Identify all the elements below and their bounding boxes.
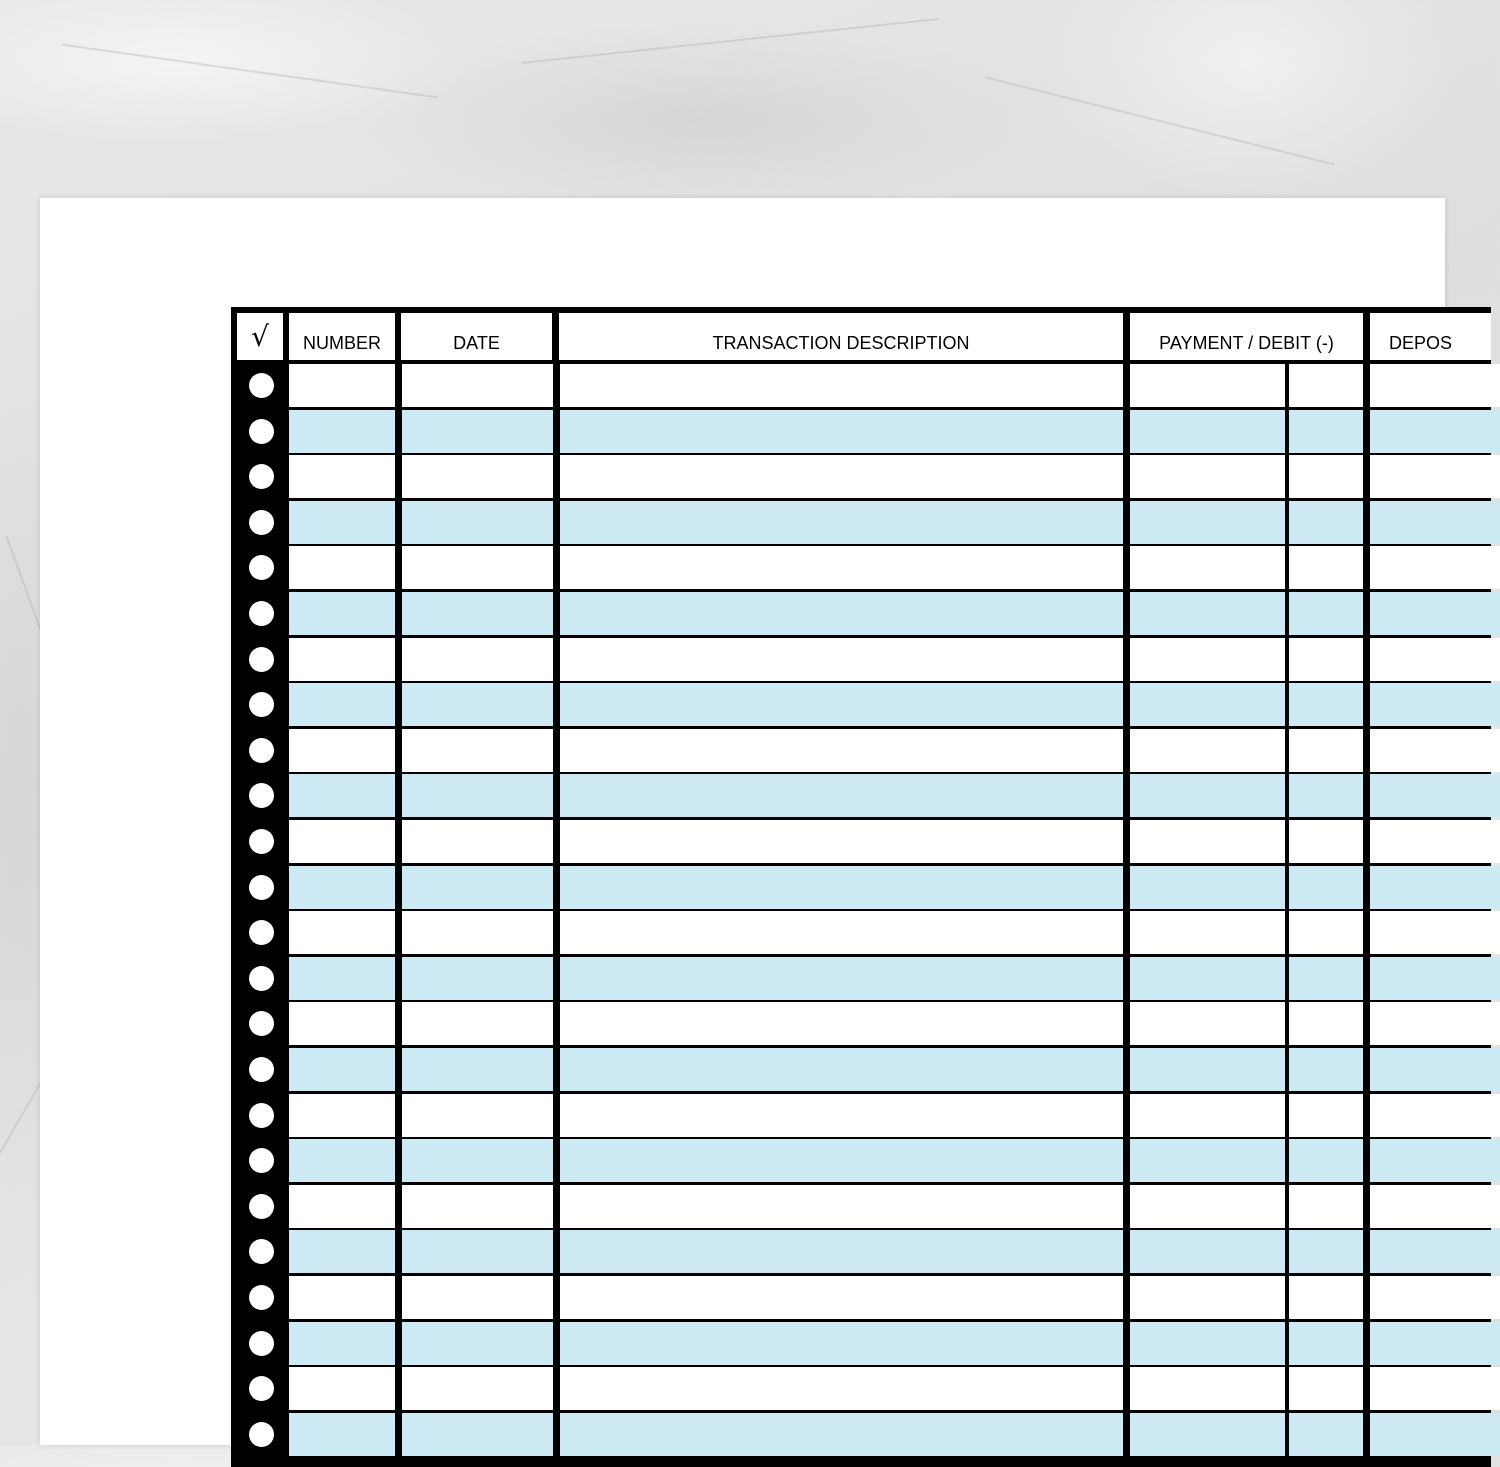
table-row [289,866,1491,909]
cell-description[interactable] [560,1139,1123,1182]
cell-payment-dollars[interactable] [1130,410,1285,453]
cell-deposit[interactable] [1370,1322,1500,1365]
punch-hole [249,829,274,854]
cell-number[interactable] [289,1413,395,1456]
cell-deposit[interactable] [1370,957,1500,1000]
cell-date[interactable] [402,1322,553,1365]
table-row [289,410,1491,453]
cell-payment-cents[interactable] [1289,911,1363,954]
cell-number[interactable] [289,1322,395,1365]
cell-payment-dollars[interactable] [1130,1185,1285,1228]
cell-payment-dollars[interactable] [1130,957,1285,1000]
table-row [289,364,1491,407]
cell-description[interactable] [560,410,1123,453]
cell-description[interactable] [560,1185,1123,1228]
cell-date[interactable] [402,729,553,772]
marble-vein [521,18,939,64]
cell-number[interactable] [289,729,395,772]
cell-description[interactable] [560,1413,1123,1456]
cell-payment-cents[interactable] [1289,729,1363,772]
checkmark-icon: √ [251,320,269,353]
table-row [289,911,1491,954]
cell-payment-dollars[interactable] [1130,1002,1285,1045]
cell-payment-dollars[interactable] [1130,1413,1285,1456]
cell-deposit[interactable] [1370,1367,1500,1410]
cell-date[interactable] [402,364,553,407]
cell-payment-cents[interactable] [1289,1139,1363,1182]
cell-date[interactable] [402,1048,553,1091]
cell-number[interactable] [289,820,395,863]
punch-hole [249,510,274,535]
cell-date[interactable] [402,866,553,909]
cell-payment-cents[interactable] [1289,1048,1363,1091]
table-row [289,1322,1491,1365]
punch-hole [249,1285,274,1310]
cell-deposit[interactable] [1370,683,1500,726]
cell-payment-cents[interactable] [1289,1185,1363,1228]
column-header-description: TRANSACTION DESCRIPTION [559,313,1123,360]
cell-payment-dollars[interactable] [1130,1139,1285,1182]
punch-hole [249,1239,274,1264]
cell-date[interactable] [402,501,553,544]
cell-description[interactable] [560,957,1123,1000]
cell-deposit[interactable] [1370,501,1500,544]
cell-description[interactable] [560,501,1123,544]
cell-date[interactable] [402,820,553,863]
punch-hole [249,920,274,945]
cell-payment-cents[interactable] [1289,1322,1363,1365]
column-header-payment-debit: PAYMENT / DEBIT (-) [1130,313,1363,360]
cell-number[interactable] [289,1367,395,1410]
cell-deposit[interactable] [1370,1276,1500,1319]
cell-payment-dollars[interactable] [1130,729,1285,772]
cell-payment-dollars[interactable] [1130,455,1285,498]
punch-hole [249,373,274,398]
table-row [289,1139,1491,1182]
table-row [289,1048,1491,1091]
punch-hole [249,1376,274,1401]
column-header-number: NUMBER [289,313,395,360]
cell-deposit[interactable] [1370,364,1500,407]
cell-payment-dollars[interactable] [1130,1230,1285,1273]
table-row [289,1094,1491,1137]
punch-hole [249,464,274,489]
table-row [289,1002,1491,1045]
cell-number[interactable] [289,1230,395,1273]
cell-payment-cents[interactable] [1289,1094,1363,1137]
cell-payment-cents[interactable] [1289,866,1363,909]
cell-payment-cents[interactable] [1289,1367,1363,1410]
cell-deposit[interactable] [1370,1002,1500,1045]
table-row [289,683,1491,726]
cell-description[interactable] [560,1002,1123,1045]
cell-deposit[interactable] [1370,1230,1500,1273]
cell-description[interactable] [560,683,1123,726]
cell-deposit[interactable] [1370,729,1500,772]
cell-deposit[interactable] [1370,1094,1500,1137]
cell-payment-cents[interactable] [1289,501,1363,544]
marble-vein [62,44,439,99]
cell-number[interactable] [289,1276,395,1319]
cell-date[interactable] [402,1276,553,1319]
cell-description[interactable] [560,774,1123,817]
cell-payment-cents[interactable] [1289,1230,1363,1273]
cell-payment-dollars[interactable] [1130,638,1285,681]
punch-hole [249,738,274,763]
punch-hole [249,1011,274,1036]
cell-description[interactable] [560,866,1123,909]
cell-number[interactable] [289,1094,395,1137]
cell-number[interactable] [289,1139,395,1182]
cell-number[interactable] [289,638,395,681]
cell-number[interactable] [289,866,395,909]
table-row [289,638,1491,681]
cell-payment-dollars[interactable] [1130,820,1285,863]
cell-payment-dollars[interactable] [1130,1322,1285,1365]
column-header-date: DATE [401,313,552,360]
table-row [289,1413,1491,1456]
cell-description[interactable] [560,1322,1123,1365]
table-row [289,501,1491,544]
cell-number[interactable] [289,501,395,544]
cell-payment-cents[interactable] [1289,455,1363,498]
cell-description[interactable] [560,911,1123,954]
cell-date[interactable] [402,774,553,817]
cell-description[interactable] [560,820,1123,863]
cell-deposit[interactable] [1370,410,1500,453]
cell-description[interactable] [560,1048,1123,1091]
cell-deposit[interactable] [1370,911,1500,954]
cell-description[interactable] [560,1367,1123,1410]
table-row [289,546,1491,589]
cell-description[interactable] [560,546,1123,589]
punch-hole [249,419,274,444]
punch-hole [249,692,274,717]
cell-description[interactable] [560,364,1123,407]
cell-number[interactable] [289,1048,395,1091]
cell-number[interactable] [289,1002,395,1045]
table-row [289,820,1491,863]
cell-payment-dollars[interactable] [1130,1094,1285,1137]
cell-date[interactable] [402,957,553,1000]
punch-hole [249,783,274,808]
cell-date[interactable] [402,1230,553,1273]
table-row [289,774,1491,817]
cell-number[interactable] [289,455,395,498]
cell-payment-cents[interactable] [1289,1276,1363,1319]
table-row [289,455,1491,498]
cell-date[interactable] [402,1413,553,1456]
cell-deposit[interactable] [1370,820,1500,863]
cell-description[interactable] [560,592,1123,635]
cell-deposit[interactable] [1370,546,1500,589]
check-register-table [231,307,1491,1467]
cell-number[interactable] [289,957,395,1000]
punch-hole [249,1057,274,1082]
cell-deposit[interactable] [1370,592,1500,635]
punch-hole [249,1422,274,1447]
table-row [289,1230,1491,1273]
cell-date[interactable] [402,638,553,681]
cell-date[interactable] [402,455,553,498]
cell-payment-cents[interactable] [1289,364,1363,407]
cell-deposit[interactable] [1370,1413,1500,1456]
cell-payment-dollars[interactable] [1130,364,1285,407]
cell-number[interactable] [289,911,395,954]
cell-payment-dollars[interactable] [1130,501,1285,544]
cell-number[interactable] [289,683,395,726]
cell-number[interactable] [289,592,395,635]
cell-description[interactable] [560,1094,1123,1137]
marble-vein [985,76,1335,165]
cell-payment-dollars[interactable] [1130,911,1285,954]
cell-payment-dollars[interactable] [1130,683,1285,726]
punch-hole [249,875,274,900]
cell-deposit[interactable] [1370,455,1500,498]
punch-hole [249,601,274,626]
cell-date[interactable] [402,1002,553,1045]
cell-date[interactable] [402,911,553,954]
cell-payment-dollars[interactable] [1130,774,1285,817]
cell-payment-cents[interactable] [1289,683,1363,726]
table-row [289,957,1491,1000]
table-row [289,1367,1491,1410]
cell-payment-dollars[interactable] [1130,1276,1285,1319]
cell-deposit[interactable] [1370,638,1500,681]
cell-date[interactable] [402,546,553,589]
cell-number[interactable] [289,1185,395,1228]
cell-description[interactable] [560,455,1123,498]
punch-hole [249,1148,274,1173]
cell-date[interactable] [402,410,553,453]
punch-hole [249,1331,274,1356]
cell-payment-cents[interactable] [1289,1002,1363,1045]
punch-hole [249,1194,274,1219]
table-row [289,592,1491,635]
cell-payment-cents[interactable] [1289,638,1363,681]
cleared-check-header [237,313,283,360]
cell-number[interactable] [289,774,395,817]
cell-date[interactable] [402,1185,553,1228]
table-row [289,1185,1491,1228]
cell-payment-cents[interactable] [1289,592,1363,635]
cell-date[interactable] [402,683,553,726]
cell-deposit[interactable] [1370,1185,1500,1228]
table-row [289,1276,1491,1319]
cell-payment-dollars[interactable] [1130,592,1285,635]
cell-number[interactable] [289,546,395,589]
cell-payment-cents[interactable] [1289,820,1363,863]
cell-payment-dollars[interactable] [1130,546,1285,589]
cell-description[interactable] [560,638,1123,681]
cell-number[interactable] [289,410,395,453]
cell-date[interactable] [402,592,553,635]
cell-description[interactable] [560,1230,1123,1273]
cell-number[interactable] [289,364,395,407]
cell-date[interactable] [402,1094,553,1137]
cell-payment-dollars[interactable] [1130,1048,1285,1091]
cell-date[interactable] [402,1367,553,1410]
cell-payment-dollars[interactable] [1130,866,1285,909]
cell-date[interactable] [402,1139,553,1182]
column-header-deposit: DEPOS [1370,313,1491,360]
punch-hole [249,555,274,580]
table-row [289,729,1491,772]
punch-hole [249,647,274,672]
punch-hole [249,1103,274,1128]
cell-description[interactable] [560,729,1123,772]
cell-deposit[interactable] [1370,774,1500,817]
punch-hole [249,966,274,991]
punch-hole-strip [231,307,289,1467]
cell-payment-cents[interactable] [1289,957,1363,1000]
cell-deposit[interactable] [1370,1048,1500,1091]
cell-deposit[interactable] [1370,1139,1500,1182]
cell-payment-cents[interactable] [1289,774,1363,817]
cell-payment-cents[interactable] [1289,546,1363,589]
cell-payment-cents[interactable] [1289,410,1363,453]
cell-deposit[interactable] [1370,866,1500,909]
cell-description[interactable] [560,1276,1123,1319]
cell-payment-cents[interactable] [1289,1413,1363,1456]
cell-payment-dollars[interactable] [1130,1367,1285,1410]
